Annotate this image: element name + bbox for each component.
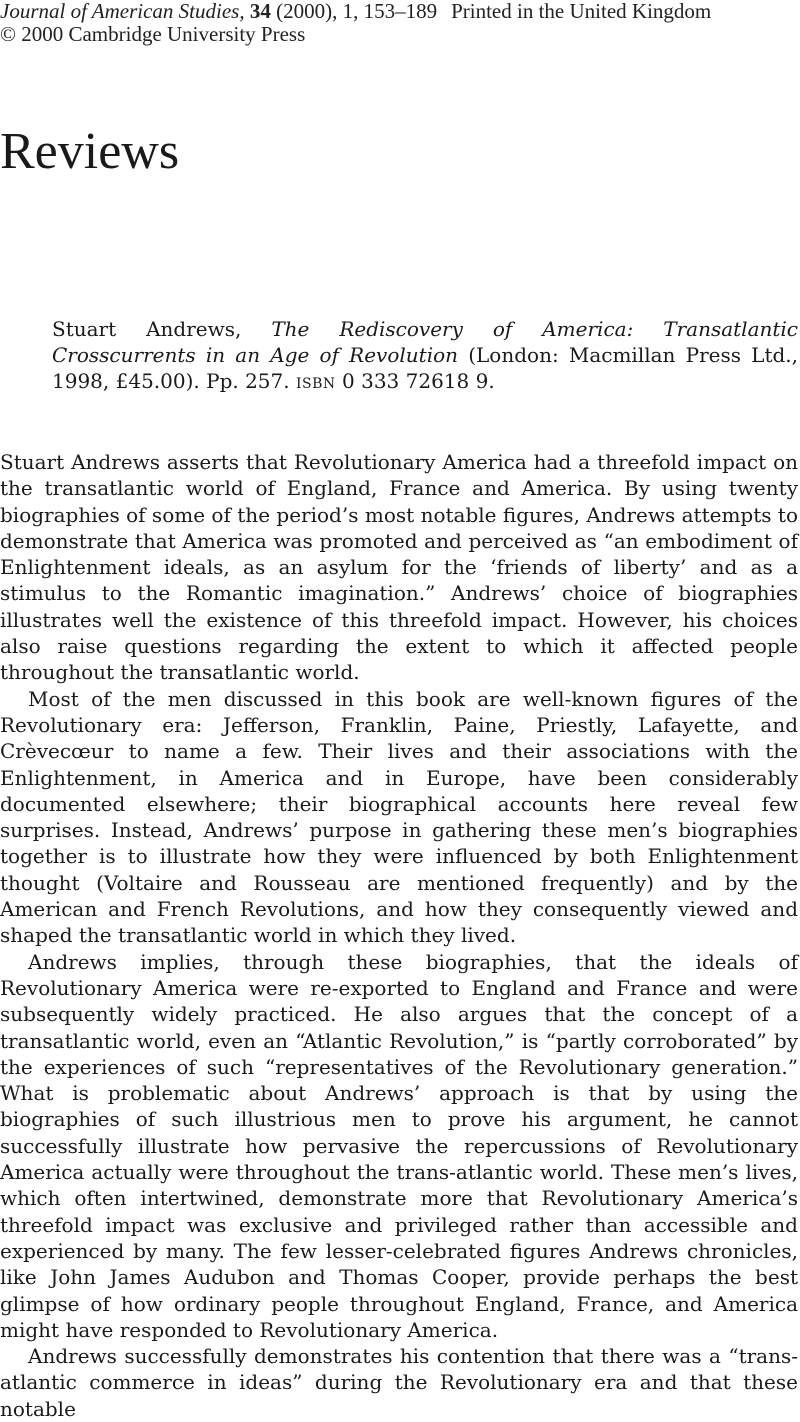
isbn-label: isbn — [295, 369, 336, 393]
volume-number: 34 — [249, 0, 271, 23]
journal-citation-line — [0, 0, 800, 22]
review-paragraph: Stuart Andrews asserts that Revolutionary America had a threefold impact on the transatlantic world of England, France and America. By using twenty biographies of some of the period’s most notable figures, Andrews attempts to demonstrate that America was promoted and perceived as “an embodiment of Enlightenment ideals, as an asylum for the ‘friends of liberty’ and as a stimulus to the Romantic imagination.” Andrews’ choice of biographies illustrates well the existence of this threefold impact. However, his choices also raise questions regarding the extent to which it affected people throughout the transatlantic world. — [0, 450, 798, 685]
citation-author: Stuart Andrews, — [52, 317, 242, 341]
book-citation — [52, 316, 798, 394]
isbn-number: 0 333 72618 9. — [342, 369, 495, 393]
printed-location: Printed in the United Kingdom — [451, 0, 712, 23]
issue-pages: (2000), 1, 153–189 — [276, 0, 438, 23]
copyright-notice: © 2000 Cambridge University Press — [0, 22, 306, 46]
review-body — [0, 449, 798, 1422]
journal-name: Journal of American Studies, — [0, 0, 245, 23]
citation-publication: (London: Macmillan Press Ltd., 1998, £45.00). Pp. 257. — [52, 343, 799, 393]
review-paragraph: Most of the men discussed in this book are well-known figures of the Revolutionary era: Jefferson, Franklin, Paine, Priestly, Lafayette, and Crèvecœur to name a few. Their lives and their associations with the Enlightenment, in America and in Europe, have been considerably documented elsewhere; their biographical accounts here reveal few surprises. Instead, Andrews’ purpose in gathering these men’s biographies together is to illustrate how they were influenced by both Enlightenment thought (Voltaire and Rousseau are mentioned frequently) and by the American and French Revolutions, and how they consequently viewed and shaped the transatlantic world in which they lived. — [0, 686, 798, 948]
review-paragraph: Andrews successfully demonstrates his contention that there was a “trans-atlantic commerce in ideas” during the Revolutionary era and that these notable — [0, 1344, 798, 1421]
section-title: Reviews — [0, 123, 180, 180]
review-paragraph: Andrews implies, through these biographies, that the ideals of Revolutionary America were re-exported to England and France and were subsequently widely practiced. He also argues that the concept of a transatlantic world, even an “Atlantic Revolution,” is “partly corroborated” by the experiences of such “representatives of the Revolutionary generation.” What is problematic about Andrews’ approach is that by using the biographies of such illustrious men to prove his argument, he cannot successfully illustrate how pervasive the repercussions of Revolutionary America actually were throughout the trans-atlantic world. These men’s lives, which often intertwined, demonstrate more that Revolutionary America’s threefold impact was exclusive and privileged rather than accessible and experienced by many. The few lesser-celebrated figures Andrews chronicles, like John James Audubon and Thomas Cooper, provide perhaps the best glimpse of how ordinary people throughout England, France, and America might have responded to Revolutionary America. — [0, 949, 798, 1342]
running-header — [0, 0, 800, 45]
citation-book-title: The Rediscovery of America: Transatlantic Crosscurrents in an Age of Revolution — [52, 317, 799, 367]
